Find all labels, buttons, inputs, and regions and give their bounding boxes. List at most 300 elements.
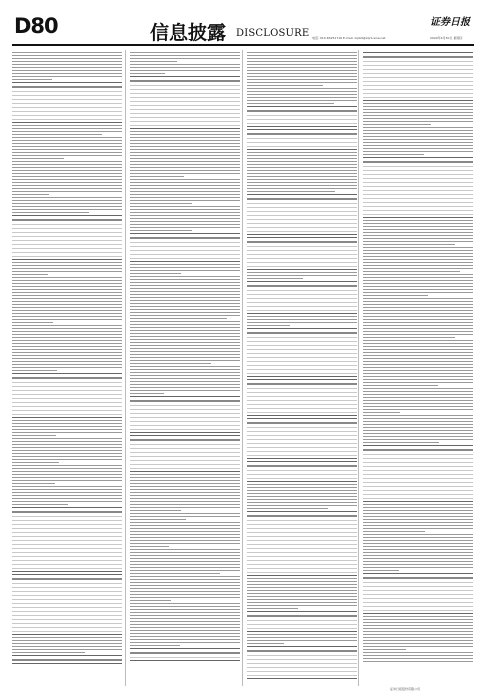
table-rule (247, 215, 357, 216)
text-line (363, 549, 473, 550)
table-rule (363, 498, 473, 499)
text-line (130, 507, 240, 508)
text-line (130, 387, 240, 388)
text-line (363, 277, 473, 278)
text-line (130, 528, 240, 529)
text-line (130, 182, 240, 183)
text-line (130, 525, 240, 526)
text-line (130, 576, 240, 577)
table-rule (363, 170, 473, 171)
text-line (363, 658, 473, 659)
text-line (12, 316, 122, 317)
table-rule (363, 178, 473, 179)
text-line (12, 447, 122, 448)
table-rule (130, 421, 240, 422)
text-column-1 (12, 50, 122, 686)
text-line (12, 370, 57, 371)
table-rule (363, 97, 473, 98)
text-line (130, 194, 240, 195)
text-line (247, 322, 357, 323)
text-line (12, 486, 122, 487)
text-line (130, 588, 240, 589)
text-line (12, 349, 122, 350)
table-rule (247, 655, 357, 656)
table-rule (130, 400, 240, 402)
table-rule (130, 85, 240, 86)
table-rule (247, 461, 357, 462)
table-rule (247, 345, 357, 346)
text-line (363, 142, 473, 143)
table-rule (12, 82, 122, 83)
table-rule (247, 611, 357, 612)
text-line (12, 164, 122, 165)
table-rule (247, 126, 357, 127)
text-line (12, 423, 122, 424)
text-line (130, 549, 240, 550)
text-line (130, 597, 240, 598)
text-line (130, 152, 240, 153)
text-line (363, 558, 473, 559)
text-line (12, 170, 122, 171)
text-line (363, 507, 473, 508)
table-rule (363, 501, 473, 502)
text-line (12, 52, 122, 53)
text-line (12, 67, 122, 68)
text-line (363, 634, 473, 635)
table-rule (130, 468, 240, 469)
table-rule (130, 250, 240, 251)
text-line (12, 456, 122, 457)
text-line (363, 220, 473, 221)
text-line (363, 628, 473, 629)
text-line (247, 58, 357, 59)
text-line (12, 185, 122, 186)
text-line (12, 358, 122, 359)
text-line (363, 646, 473, 647)
text-line (247, 319, 357, 320)
text-line (247, 155, 357, 156)
text-line (12, 125, 122, 126)
text-line (363, 307, 473, 308)
text-line (363, 262, 473, 263)
text-line (247, 100, 357, 101)
text-line (130, 155, 240, 156)
text-line (12, 262, 122, 263)
text-line (363, 552, 473, 553)
text-line (130, 206, 240, 207)
text-line (247, 76, 357, 77)
text-line (130, 474, 240, 475)
text-line (130, 291, 240, 292)
text-line (363, 109, 473, 110)
text-line (130, 306, 240, 307)
table-rule (247, 575, 357, 576)
text-line (130, 612, 240, 613)
text-line (130, 618, 240, 619)
text-line (130, 339, 240, 340)
table-rule (247, 528, 357, 529)
table-rule (247, 663, 357, 664)
text-line (247, 188, 357, 189)
text-column-3 (247, 50, 357, 686)
table-rule (12, 524, 122, 525)
text-line (12, 480, 122, 481)
table-rule (12, 607, 122, 608)
table-rule (247, 365, 357, 366)
text-line (130, 209, 240, 210)
table-rule (12, 511, 122, 513)
text-line (247, 85, 323, 86)
text-line (363, 241, 473, 242)
table-rule (247, 285, 357, 287)
table-rule (247, 266, 357, 267)
text-line (363, 304, 473, 305)
table-rule (363, 474, 473, 475)
text-line (130, 137, 240, 138)
table-rule (363, 577, 473, 579)
table-rule (12, 232, 122, 233)
text-line (247, 73, 357, 74)
text-line (12, 489, 122, 490)
text-line (363, 274, 473, 275)
text-line (363, 298, 473, 299)
text-line (12, 200, 122, 201)
text-line (130, 315, 240, 316)
table-rule (363, 466, 473, 467)
table-rule (130, 258, 240, 259)
text-line (130, 197, 240, 198)
table-rule (130, 471, 240, 472)
table-rule (130, 128, 240, 129)
text-line (130, 492, 240, 493)
table-rule (247, 369, 357, 370)
table-rule (12, 111, 122, 112)
text-line (130, 591, 240, 592)
text-line (363, 112, 473, 113)
text-line (363, 534, 473, 535)
text-line (363, 409, 473, 410)
table-rule (130, 237, 240, 239)
table-rule (363, 573, 473, 574)
text-line (130, 360, 240, 361)
table-rule (130, 113, 240, 114)
text-line (12, 364, 122, 365)
text-line (12, 131, 122, 132)
text-line (130, 297, 240, 298)
table-rule (363, 157, 473, 158)
text-line (130, 630, 240, 631)
table-rule (247, 524, 357, 525)
text-line (363, 561, 473, 562)
table-rule (130, 439, 240, 441)
table-rule (247, 481, 357, 482)
table-rule (130, 105, 240, 106)
text-line (363, 361, 473, 362)
table-rule (363, 586, 473, 587)
text-line (12, 79, 52, 80)
text-line (130, 303, 240, 304)
text-line (363, 570, 399, 571)
text-line (130, 621, 240, 622)
text-line (12, 70, 122, 71)
text-line (363, 283, 473, 284)
text-line (12, 426, 122, 427)
table-rule (12, 627, 122, 628)
table-rule (363, 602, 473, 603)
table-rule (247, 532, 357, 533)
text-line (130, 642, 240, 643)
table-rule (12, 256, 122, 257)
table-rule (247, 556, 357, 557)
table-rule (130, 452, 240, 453)
text-line (363, 546, 473, 547)
table-rule (130, 417, 240, 418)
table-rule (130, 425, 240, 426)
text-line (363, 232, 473, 233)
table-rule (363, 606, 473, 607)
table-rule (130, 93, 240, 94)
table-rule (247, 392, 357, 393)
text-line (247, 191, 335, 192)
text-line (130, 486, 240, 487)
table-rule (12, 107, 122, 108)
text-line (247, 325, 290, 326)
text-line (363, 139, 473, 140)
table-rule (247, 290, 357, 291)
table-rule (247, 306, 357, 307)
text-line (130, 52, 240, 53)
text-line (130, 264, 240, 265)
text-line (363, 337, 455, 338)
table-rule (12, 119, 122, 120)
text-line (130, 167, 240, 168)
text-line (363, 436, 473, 437)
text-line (247, 67, 357, 68)
text-line (363, 397, 473, 398)
text-line (130, 215, 240, 216)
table-rule (130, 101, 240, 102)
table-rule (247, 628, 357, 629)
text-line (363, 382, 473, 383)
text-line (130, 161, 240, 162)
text-line (12, 640, 122, 641)
table-rule (12, 259, 122, 260)
text-line (12, 471, 122, 472)
table-rule (130, 456, 240, 457)
text-line (247, 275, 357, 276)
text-line (130, 639, 240, 640)
text-line (12, 161, 122, 162)
table-rule (363, 494, 473, 495)
text-line (363, 433, 473, 434)
text-line (247, 502, 357, 503)
table-rule (363, 61, 473, 62)
table-rule (363, 462, 473, 463)
text-line (247, 493, 357, 494)
text-line (130, 143, 240, 144)
text-line (12, 340, 122, 341)
text-line (12, 194, 49, 195)
table-rule (247, 451, 357, 452)
table-rule (12, 410, 122, 411)
text-line (363, 103, 473, 104)
text-line (130, 273, 181, 274)
text-line (12, 289, 122, 290)
table-rule (363, 89, 473, 90)
text-line (130, 55, 240, 56)
text-line (363, 622, 473, 623)
text-line (363, 391, 473, 392)
table-rule (363, 56, 473, 58)
table-rule (247, 313, 357, 314)
table-rule (363, 486, 473, 487)
table-rule (247, 231, 357, 232)
text-line (12, 465, 122, 466)
text-line (12, 438, 122, 439)
text-line (12, 462, 59, 463)
text-line (130, 354, 240, 355)
text-line (247, 82, 357, 83)
text-line (363, 439, 473, 440)
table-rule (12, 548, 122, 549)
text-line (363, 154, 424, 155)
table-rule (247, 123, 357, 124)
text-line (130, 276, 240, 277)
page-header (0, 0, 484, 46)
table-rule (247, 258, 357, 259)
text-line (247, 590, 357, 591)
table-rule (12, 244, 122, 245)
text-line (363, 394, 473, 395)
text-line (247, 167, 357, 168)
table-rule (12, 398, 122, 399)
table-rule (247, 536, 357, 537)
text-line (363, 412, 400, 413)
table-rule (247, 455, 357, 456)
text-line (12, 468, 122, 469)
text-line (363, 519, 473, 520)
text-line (363, 124, 431, 125)
table-rule (247, 281, 357, 282)
table-rule (247, 353, 357, 354)
text-line (12, 140, 122, 141)
table-rule (130, 409, 240, 410)
table-rule (247, 418, 357, 419)
text-line (12, 355, 122, 356)
text-line (12, 319, 122, 320)
text-line (130, 585, 240, 586)
text-line (363, 616, 473, 617)
text-line (130, 318, 227, 319)
text-line (247, 490, 357, 491)
text-line (12, 61, 122, 62)
text-line (247, 79, 357, 80)
table-rule (247, 142, 357, 143)
text-line (130, 288, 240, 289)
text-line (247, 599, 357, 600)
text-line (247, 587, 357, 588)
text-line (130, 70, 240, 71)
text-line (363, 268, 473, 269)
table-rule (247, 110, 357, 112)
text-line (247, 640, 357, 641)
table-rule (247, 620, 357, 621)
text-line (247, 158, 357, 159)
text-line (363, 244, 455, 245)
text-line (130, 483, 240, 484)
text-line (363, 537, 473, 538)
text-line (130, 375, 240, 376)
text-line (12, 322, 53, 323)
text-line (12, 274, 48, 275)
table-rule (12, 587, 122, 588)
table-rule (363, 69, 473, 70)
table-rule (12, 659, 122, 661)
text-line (12, 197, 122, 198)
text-column-4 (363, 50, 473, 686)
table-rule (130, 464, 240, 465)
text-line (12, 280, 122, 281)
table-rule (363, 206, 473, 207)
text-line (130, 540, 240, 541)
table-rule (12, 583, 122, 584)
table-rule (363, 77, 473, 78)
text-line (130, 555, 240, 556)
text-line (363, 540, 473, 541)
table-rule (130, 233, 240, 234)
table-rule (12, 571, 122, 572)
table-rule (12, 224, 122, 225)
table-rule (247, 129, 357, 130)
text-line (247, 70, 357, 71)
table-rule (363, 100, 473, 101)
contact-line: 电话: 010-83251716 E-mail: zqrb9@zqrb.sina.net (312, 36, 386, 40)
text-line (363, 256, 473, 257)
text-line (247, 593, 357, 594)
table-rule (247, 337, 357, 338)
table-rule (247, 427, 357, 428)
table-rule (12, 394, 122, 395)
text-line (12, 155, 122, 156)
table-rule (130, 125, 240, 126)
table-rule (363, 490, 473, 491)
text-line (130, 146, 240, 147)
text-line (130, 58, 240, 59)
text-line (247, 584, 357, 585)
text-line (363, 148, 473, 149)
text-line (363, 430, 473, 431)
table-rule (130, 657, 240, 658)
text-line (363, 265, 473, 266)
text-line (12, 504, 68, 505)
table-rule (12, 219, 122, 221)
text-line (363, 649, 406, 650)
text-line (12, 429, 122, 430)
table-rule (130, 460, 240, 461)
text-line (363, 328, 473, 329)
table-rule (12, 574, 122, 575)
text-line (130, 537, 240, 538)
text-line (363, 637, 473, 638)
text-line (130, 176, 184, 177)
text-line (130, 227, 240, 228)
table-rule (130, 435, 240, 436)
text-line (12, 444, 122, 445)
text-line (130, 534, 240, 535)
table-rule (130, 89, 240, 90)
text-line (130, 73, 165, 74)
text-line (363, 325, 473, 326)
